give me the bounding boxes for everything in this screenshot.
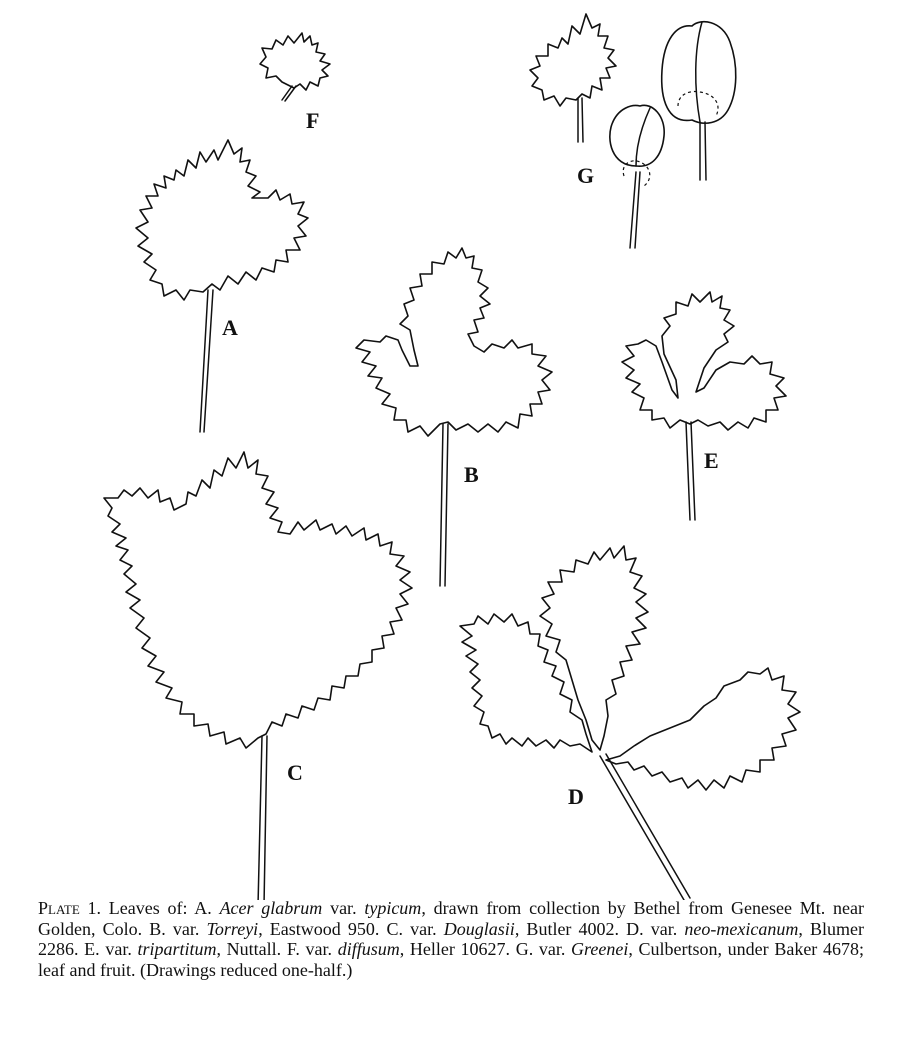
leaf-b [356, 248, 552, 586]
caption-text: , Culbertson, under Baker 4678; leaf and fruit. (Drawings reduced one-half.) [38, 939, 864, 980]
fruit-g-small-stalk [630, 172, 640, 248]
label-f: F [306, 108, 320, 133]
fruit-g-small-wing-line [636, 108, 650, 166]
caption-text: , Eastwood 950. C. var. [258, 918, 444, 939]
caption-text: , Butler 4002. D. var. [514, 918, 685, 939]
leaf-b-petiole [440, 424, 448, 586]
caption-plate-word: Plate [38, 898, 80, 918]
caption-variety: neo-mexicanum [684, 918, 799, 939]
leaf-e-outline [622, 292, 786, 430]
leaf-e-petiole [686, 422, 695, 520]
caption-text: , Nuttall. F. var. [216, 939, 338, 959]
caption-variety: Greenei [571, 939, 629, 959]
label-d: D [568, 784, 584, 809]
caption-taxon: Acer glabrum [219, 898, 323, 918]
leaf-f-outline [260, 33, 330, 90]
leaf-a [136, 140, 308, 432]
label-c: C [287, 760, 303, 785]
leaf-d-stalk [600, 754, 690, 900]
label-a: A [222, 315, 238, 340]
leaf-f-petiole [282, 86, 296, 101]
leaf-g-outline [530, 14, 616, 106]
plate-caption [38, 898, 864, 980]
fruit-g-large-stalk [700, 122, 706, 180]
caption-variety: tripartitum [137, 939, 217, 959]
leaf-c [104, 452, 412, 900]
leaf-g-petiole [578, 98, 583, 142]
leaf-a-petiole [200, 290, 213, 432]
leaf-f [260, 33, 330, 133]
caption-text: var. [322, 898, 365, 918]
caption-text: , drawn from collection by Bethel from Genesee Mt. near Golden, Colo. B. var. [38, 898, 865, 939]
leaf-c-petiole [258, 736, 267, 900]
leaf-d [460, 546, 800, 900]
fruit-g-large-wing-line [696, 22, 702, 122]
label-b: B [464, 462, 479, 487]
leaf-c-outline [104, 452, 412, 748]
caption-variety: Douglasii [443, 918, 515, 939]
leaf-d-leaflet-right [606, 668, 800, 790]
caption-variety: typicum [364, 898, 422, 918]
caption-variety: Torreyi [206, 918, 259, 939]
leaf-d-leaflet-middle [540, 546, 648, 750]
leaf-e [622, 292, 786, 520]
label-g: G [577, 163, 595, 188]
leaf-b-outline [356, 248, 552, 436]
label-e: E [704, 448, 719, 473]
specimen-g [530, 14, 736, 248]
caption-variety: diffusum [337, 939, 400, 959]
caption-text: , Blumer 2286. E. var. [38, 918, 864, 959]
leaf-a-outline [136, 140, 308, 300]
caption-text: , Heller 10627. G. var. [399, 939, 572, 959]
caption-text: 1. Leaves of: A. [79, 898, 220, 918]
